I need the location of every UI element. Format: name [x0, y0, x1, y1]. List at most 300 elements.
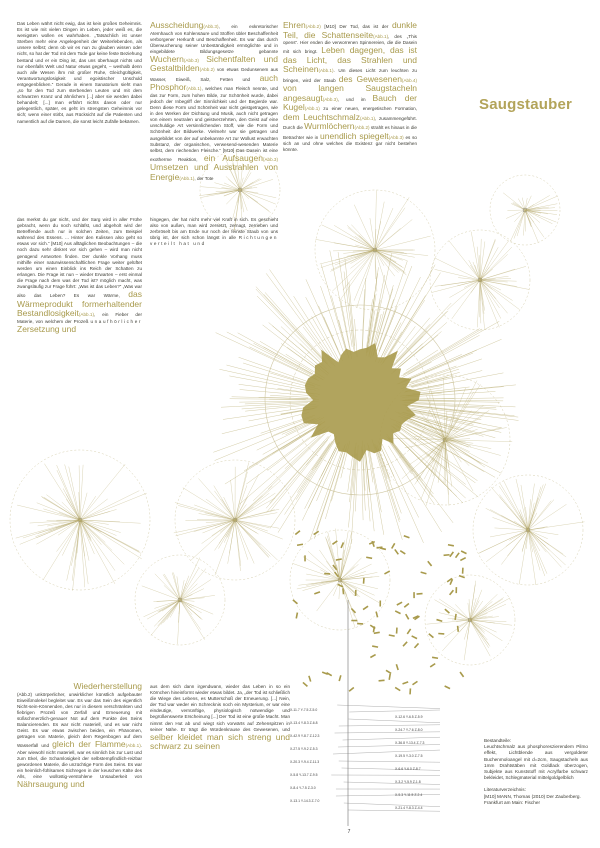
saugstachel: [480, 254, 508, 280]
coordinate-structure: [331, 600, 440, 826]
staub-figure: [413, 592, 415, 598]
saugstachel: [80, 464, 125, 520]
highlight-phrase: ein Aufsaugen: [203, 152, 263, 163]
paragraph: hingegen, der hat nicht mehr viel Kraft in sich. Es geschieht also von außen, man wird zersetzt, zernagt, zerrieben und zerbröselt bis am Ende nur noch der feinste Staub von uns übrig ist, der sich schon längst in alle: [150, 217, 278, 241]
saugstachel: [206, 499, 235, 520]
saugstachel: [445, 440, 485, 467]
saugstachel: [80, 520, 102, 545]
saugstachel: [394, 311, 448, 366]
saugstachel: [499, 486, 528, 530]
saugstachel: [306, 574, 340, 580]
figure-reference: (Abb.3): [183, 57, 199, 63]
saugstachel: [321, 443, 338, 476]
highlight-phrase: Umsetzen und Ausstrahlen von Energie: [150, 162, 278, 182]
highlight-phrase: Wiederherstellung: [73, 681, 142, 691]
coordinate-label: X-5.8 Y-13.7 Z-9.5: [290, 773, 318, 777]
paragraph: [M10] Der Tod, das ist der: [320, 24, 389, 29]
staub-figure: [460, 557, 466, 561]
saugstachel: [404, 403, 496, 408]
saugstachel: [340, 580, 378, 589]
saugstachel: [263, 421, 322, 454]
leuchtschmalz-core: [301, 343, 420, 462]
saugstachel: [270, 443, 330, 529]
saugstachel: [198, 478, 235, 520]
staub-figure: [366, 556, 372, 559]
highlight-phrase: Sichentfalten und Gestaltbilden: [150, 53, 278, 74]
saugstachel: [445, 388, 466, 440]
leader-line: [342, 768, 440, 770]
text-column-2-mid: [150, 217, 278, 248]
figure-reference: (Abb.1): [359, 115, 376, 121]
figure-reference: (Abb.2): [305, 24, 321, 29]
staub-figure: [394, 549, 399, 555]
highlight-phrase: Zersetzung und: [17, 323, 77, 334]
saugstachel: [257, 296, 321, 361]
paragraph: , welches man Fleisch nennte, und das zur Form, zum hohen Bilde, zur Schönheit wurde, dabei jedoch der Inbegriff der Sinnlichkeit und der Begierde war. Denn diese Form und Schönheit war nicht geistgetragen, wie in den Werken der Dichtung und Musik, auch nicht getragen von einem neutralen und geistverzehrten, den Geist auf eine unschuldige Art versinnlichenden Stoff, wie die Form und Schönheit der Bildwerke. Vielmehr war sie getragen und ausgebildet von der auf unbekannte Art zur Wollust erwachten Substanz, der organischen, verwesend-wesenden Materie selbst, dem riechenden Fleische.“ [M10] Das Dasein ist eine exotherme Reaktion,: [150, 86, 278, 162]
staub-figure: [416, 593, 422, 595]
staub-figure: [409, 688, 411, 694]
highlight-phrase: auch Phosphor: [150, 72, 278, 93]
saugstachel: [375, 250, 406, 273]
literature-text: [M10] MANN, Thomas (2010) Der Zauberberg. Frankfurt am Main: Fischer: [484, 793, 581, 805]
staub-figure: [388, 674, 391, 680]
saugstachel: [340, 531, 352, 580]
staub-figure: [357, 623, 363, 625]
saugstachel: [439, 599, 470, 620]
staub-figure: [313, 531, 319, 536]
saugstachel: [452, 280, 480, 319]
leader-line: [348, 810, 440, 811]
saugstachel: [425, 440, 445, 464]
saugstachel: [528, 530, 545, 576]
saugstachel: [142, 586, 180, 600]
saugstachel: [264, 294, 331, 367]
staub-figure: [414, 643, 419, 649]
saugstachel: [180, 600, 201, 618]
saugstachel: [80, 520, 112, 550]
saugstachel: [267, 437, 329, 512]
staub-figure: [295, 612, 298, 618]
literature-heading: Literaturverzeichnis:: [484, 787, 526, 793]
figure-reference: (Abb.3): [322, 96, 338, 102]
paragraph: , zusammengeführt. Durch die: [283, 115, 417, 131]
saugstachel: [378, 449, 402, 514]
staub-figure: [297, 543, 303, 546]
figure-reference: (Abb.1): [186, 86, 202, 92]
saugstachel: [180, 600, 205, 640]
coordinate-label: X-9.3 Y-11.5 Z-2.4: [395, 792, 423, 797]
saugstachel: [340, 580, 379, 603]
highlight-phrase: unendlich spiegelt: [320, 130, 389, 141]
leader-line: [339, 761, 440, 762]
staub-figure: [444, 685, 450, 689]
saugstachel: [158, 600, 180, 622]
saugstachel: [375, 190, 376, 250]
saugstachel: [164, 574, 180, 600]
staub-figure: [363, 578, 365, 584]
saugstachel: [338, 252, 352, 347]
staub-figure: [396, 628, 398, 634]
staub-figure: [395, 687, 401, 692]
saugstachel: [163, 575, 180, 600]
staub-figures: [292, 530, 466, 694]
coordinate-label: X-13.4 Y-8.3 Z-6.8: [290, 721, 318, 725]
saugstachel: [374, 444, 399, 522]
saugstachel: [479, 530, 528, 553]
staub-figure: [405, 614, 409, 620]
figure-reference: (Abb.2): [354, 125, 370, 131]
saugstachel: [80, 520, 142, 559]
saugstachel: [435, 258, 480, 280]
saugstachel: [449, 241, 480, 280]
saugstachel: [480, 240, 495, 280]
saugstachel: [197, 519, 235, 520]
saugstachel: [528, 500, 554, 530]
saugstachel: [205, 513, 235, 520]
saugstachel: [316, 446, 339, 501]
leader-line: [343, 737, 440, 740]
leader-line: [349, 710, 440, 712]
highlight-phrase: Leben dagegen, das ist das Licht, das Strahlen und Scheinen: [283, 45, 417, 75]
saugstachel: [80, 493, 147, 520]
staub-figure: [462, 568, 464, 574]
saugstachel: [432, 280, 480, 292]
leader-line: [349, 719, 440, 723]
saugstachel: [405, 398, 504, 399]
saugstachel: [320, 286, 344, 355]
paragraph: aus dem sich dann irgendwann, wieder das Leben in so ein Körnchen hineinformt wieder etwas bildet. Ja, „der Tod ist schließlich die Wiege des Lebens, es Mutterschoß der Erneuerung. [...] Nein, der Tod war weder ein Schrecknis noch ein Mysterium, er war eine eindeutige, vernünftige, physiologisch notwendige und begrüßenswerte Erscheinung [...] Der Tod ist eine große Macht. Man nimmt den Hut ab und wiegt sich vorwärts auf Zehenspitzen in seiner Nähe. Er trägt die Würdenkrause des Gewesenen, und: [150, 684, 290, 732]
staub-figure: [411, 635, 417, 639]
staub-figure: [438, 633, 444, 635]
spaced-phrase: Richtungen verteilt hat und: [150, 235, 278, 247]
coordinate-label: X-3.2 Y-5.9 Z-1.8: [395, 779, 421, 784]
staub-figure: [430, 663, 436, 668]
saugstachel: [297, 580, 340, 589]
coordinate-label: X-8.4 Y-7.5 Z-3.0: [290, 786, 316, 790]
saugstachel: [392, 443, 410, 468]
staub-figure: [444, 609, 450, 614]
staub-figure: [461, 550, 467, 554]
saugstachel: [322, 225, 375, 250]
saugstachel: [458, 278, 480, 280]
paragraph: . Aber wiewohl nicht materiell, war es sinnlich bis zur Lust und zum Ekel, die Schamlosigkeit der selbstempfindlich-reizbar gewordenen Materie, die unzüchtige Form des Seins. Es war ein heimlich-fühlsames Sichregen in der keuschen Kälte des Alls, eine wollüstig-verstohlene Unsauberkeit von: [17, 743, 143, 780]
paragraph: (Abb.2) unkörperlicher, unwirklicher künstlich aufgebauter Eiweißmolekel begleitet war. Es war das Sein des eigentlich Nicht-sein-Könnenden, des nur in diesem verschränkten und fiebrigen Prozeß von Zerfall und Erneuerung mit süßschmerzlich-genauer Not auf dem Punkte des Seins Balancierenden. Es war nicht materiell, und es war nicht Geist. Es war etwas zwischen beiden, ein Phänomen, getragen von Materie, gleich dem Regenbogen auf dem Wasserfall und: [17, 691, 142, 749]
saugstachel: [180, 584, 197, 600]
saugstachel: [232, 397, 309, 399]
saugstachel: [235, 474, 259, 520]
saugstachel: [80, 499, 108, 520]
saugstachel: [407, 427, 495, 478]
saugstachel: [470, 620, 502, 641]
saugstachel: [375, 208, 393, 250]
saugstachel: [180, 600, 192, 615]
coordinate-label: X-42.9 Y-8.7 Z-12.3: [290, 734, 320, 738]
saugstachel: [480, 276, 509, 280]
saugstachel: [442, 620, 470, 651]
text-column-2-bottom: [150, 684, 290, 753]
saugstachel: [333, 580, 340, 596]
staub-figure: [396, 601, 402, 605]
page-number: 7: [347, 829, 351, 835]
saugstachel: [397, 339, 502, 384]
staub-figure: [295, 530, 301, 535]
saugstachel: [161, 600, 180, 625]
staub-figure: [457, 626, 459, 632]
highlight-phrase: Wuchern: [150, 53, 184, 64]
highlight-phrase: von langen Saugstacheln angesaugt: [283, 83, 417, 103]
saugstachel: [445, 440, 501, 456]
highlight-phrase: Ausscheidung: [150, 20, 204, 30]
saugstachel: [354, 205, 375, 250]
staub-figure: [432, 657, 438, 660]
staub-figure: [389, 634, 395, 637]
saugstachel: [340, 572, 377, 580]
highlight-phrase: des Gewesenen: [338, 73, 402, 84]
saugstachel: [235, 520, 260, 545]
figure-reference: (Abb.1): [78, 312, 94, 318]
saugstachel: [158, 600, 180, 626]
figure-reference: (Abb.4): [401, 77, 417, 83]
staub-figure: [380, 547, 386, 550]
leader-line: [338, 745, 440, 747]
components-heading: Bestandteile:: [484, 738, 512, 743]
saugstachel: [272, 424, 321, 454]
staub-figure: [407, 628, 412, 634]
coordinate-label: X-13.1 Y-14.3 Z-7.0: [290, 799, 320, 803]
saugstachel: [235, 520, 270, 528]
saugstachel: [80, 491, 139, 520]
staub-figure: [428, 633, 434, 638]
saugstachel: [294, 296, 333, 356]
saugstachel: [372, 253, 392, 347]
saugstachel: [225, 422, 325, 484]
leader-line: [333, 750, 440, 754]
saugstachel: [256, 289, 324, 362]
paragraph: das merkst du gar nicht, und der Sarg wird in aller Frühe gebracht, wenn du noch schläfst, und abgeholt wird der Betreffende auch nur in solchen Zeiten, zum Beispiel während des Essens. ... Hinter den Kulissen also geht so etwas vor sich.“ [M10] Aus alltäglichen Beobachtungen – die noch dazu sehr diskret vor sich gehen – wird man nicht genügend Antworten finden. Der dunkle Vorhang muss mithilfe einer naturwissenschaftlichen Frage weiter gelüftet werden um einen Einblick ins Reich der Schatten zu erlangen. Die Frage ist nun – wieder Erwarten – erst einmal die Frage nach dem was der Tod ist? möglich macht, was zwangsläufig zur Frage führt: „Was ist das Leben?“: [17, 217, 142, 290]
staub-figure: [412, 681, 418, 686]
saugstachel: [339, 580, 340, 599]
staub-figure: [449, 551, 454, 557]
saugstachel: [284, 438, 335, 515]
saugstachel: [525, 210, 526, 231]
staub-figure: [379, 601, 381, 607]
highlight-phrase: dunkle Teil, die Schattenseite: [283, 20, 417, 40]
saugstachel: [162, 600, 180, 611]
figure-reference: (Abb.1): [179, 175, 195, 181]
paragraph: strahlt es hinaus in die Betrachter wie in: [283, 125, 417, 140]
saugstachel: [490, 530, 528, 537]
saugstachel: [36, 520, 80, 544]
saugstachel: [435, 269, 480, 280]
saugstachel: [480, 280, 501, 290]
saugstachel: [369, 445, 382, 512]
saugstachel: [177, 600, 180, 644]
staub-figure: [338, 675, 341, 681]
text-column-1-bottom: [17, 682, 142, 791]
saugstachel: [222, 412, 309, 433]
staub-figure: [404, 535, 410, 539]
saugstachel: [238, 333, 324, 380]
leader-line: [335, 732, 440, 733]
saugstachel: [270, 440, 328, 511]
staub-figure: [427, 561, 432, 567]
saugstachel: [528, 522, 584, 530]
saugstachel: [528, 530, 540, 570]
saugstachel: [362, 289, 364, 349]
saugstachel: [330, 250, 375, 271]
staub-figure: [455, 587, 457, 593]
staub-figure: [396, 664, 399, 670]
saugstachel: [312, 444, 330, 470]
leader-line: [336, 794, 440, 796]
staub-figure: [402, 681, 408, 685]
saugstachel: [57, 465, 80, 520]
paragraph: , ein exkretorischer Atemhauch von Kohlensäure und Stoffen übler Beschaffenheit verborgener Herkunft und Beschaffenheit. Es war das durch Überwucherung seiner Unbeständigkeit ermöglichte und in eingebildete Bildungsgesetze gebannte: [150, 24, 278, 54]
saugstachel: [512, 203, 525, 210]
saugstachel: [404, 405, 518, 417]
saugstachel: [426, 440, 445, 506]
paragraph-tail: „Was war also das Leben? Es war Wärme,: [17, 284, 142, 299]
coordinate-label: X-24.7 Y-7.6 Z-8.0: [395, 727, 423, 732]
saugstachel: [325, 448, 346, 519]
saugstachel: [174, 573, 180, 600]
figure-reference: (Abb.1): [304, 106, 320, 112]
staub-figure: [375, 611, 378, 617]
spaced-word: unaufhörlicher: [90, 318, 142, 324]
coordinate-label: X-36.8 Y-13.4 Z-7.3: [395, 740, 425, 745]
staub-figure: [386, 670, 392, 674]
saugstachel: [470, 620, 490, 656]
saugstachel: [224, 520, 235, 543]
components-text: Leuchtschmalz aus phosphoreszierendem Pilmo effekt, Lichtblende aus vergoldeter Buchenmoloangel mit d=2cm, Saugstacheln aus 1mm Drahtstäben mit Goldlack überzogen, Subjekte aus Kunststoff mit Acrylfarbe schwarz bekleidet, Schlegmaterial mittelgoldgelblich: [484, 744, 588, 781]
staub-figure: [402, 641, 407, 646]
staub-figure: [370, 654, 376, 658]
staub-figure: [384, 570, 390, 574]
coordinate-label: X-27.5 Y-9.2 Z-5.3: [290, 747, 318, 751]
saugstachel: [471, 232, 480, 280]
saugstachel: [528, 484, 546, 530]
components-info: [484, 738, 588, 806]
leader-line: [339, 725, 440, 726]
coordinate-label: X-19.5 Y-3.0 Z-7.5: [395, 753, 423, 758]
saugstachel: [410, 422, 469, 448]
staub-figure: [404, 603, 410, 608]
staub-figure: [455, 552, 460, 558]
saugstachel: [321, 250, 375, 268]
staub-figure: [448, 544, 454, 547]
saugstachel: [235, 486, 272, 520]
saugstachel: [444, 440, 445, 483]
saugstachel: [63, 488, 80, 520]
leader-line: [344, 803, 440, 807]
staub-figure: [351, 608, 356, 613]
staub-figure: [374, 632, 380, 635]
staub-figure: [395, 610, 401, 614]
highlight-phrase: Ehren: [283, 20, 306, 30]
saugstachel: [389, 440, 434, 503]
highlight-phrase: Bauch der Kugel: [283, 92, 418, 113]
paragraph: zu einer neuen, energetischen Formation,: [319, 106, 417, 112]
saugstachel: [199, 190, 240, 196]
saugstachel: [470, 620, 485, 634]
staub-figure: [379, 680, 385, 682]
paragraph: , und im: [337, 96, 366, 102]
saugstachel: [391, 303, 451, 367]
saugstachel: [341, 301, 351, 355]
paragraph: , der Tote: [194, 175, 214, 181]
saugstachel: [528, 504, 566, 530]
saugstachel: [470, 620, 489, 645]
figure-reference: (Abb.1): [373, 33, 389, 39]
coordinate-label: X-21.4 Y-8.3 Z-4.4: [395, 805, 423, 810]
saugstachel: [434, 600, 470, 620]
saugstachel: [519, 530, 528, 584]
staub-figure: [449, 590, 454, 596]
saugstachel: [510, 210, 525, 241]
saugstachel: [514, 210, 525, 222]
saugstachel: [180, 569, 206, 600]
text-column-1-mid: [17, 217, 142, 335]
coordinate-label: X-11.7 Y-7.5 Z-5.0: [290, 708, 318, 712]
saugstachel: [470, 620, 487, 640]
saugstachel: [528, 530, 548, 539]
saugstachel: [180, 600, 202, 613]
saugstachel: [389, 442, 411, 474]
saugstachel: [164, 585, 180, 600]
staub-figure: [459, 672, 464, 678]
saugstachel: [80, 493, 87, 520]
saugstachel: [23, 520, 80, 538]
saugstachel: [80, 496, 96, 520]
saugstachel: [398, 422, 484, 472]
saugstachel: [503, 193, 525, 210]
page-title: Saugstauber: [479, 96, 573, 113]
saugstachel: [328, 532, 340, 580]
saugstachel: [340, 580, 355, 596]
highlight-phrase: Wurmlöchern: [304, 121, 355, 132]
saugstachel: [41, 496, 80, 520]
paragraph-tail: , ein Fieber der Materie, von welchem der Prozeß: [17, 312, 142, 324]
staub-figure: [444, 554, 450, 556]
saugstachel: [378, 277, 420, 363]
staub-figure: [420, 571, 426, 574]
staub-figure: [314, 591, 320, 594]
staub-figure: [292, 599, 298, 604]
text-column-2-top: [150, 21, 278, 183]
coordinate-label: X-6.6 Y-6.0 Z-8.7: [395, 766, 421, 771]
highlight-phrase: selber kleidet man sich streng und schwarz zu seinen: [150, 731, 290, 752]
staub-figure: [400, 550, 406, 555]
staub-figure: [349, 687, 355, 692]
saugstachel: [444, 620, 470, 638]
saugstachel: [300, 344, 321, 364]
paragraph: es so sich an und ohne welches die Existenz gar nicht bestehen könnte.: [283, 134, 417, 153]
figure-reference: (Abb.3): [203, 24, 219, 29]
staub-figure: [351, 620, 357, 622]
highlight-phrase: dem Leuchtschmalz: [283, 111, 360, 122]
figure-reference: (Abb.3): [388, 134, 404, 140]
saugstachel: [69, 467, 80, 520]
coordinate-label: X-12.6 Y-6.5 Z-5.9: [395, 714, 423, 719]
figure-reference: (Abb.1): [318, 68, 334, 74]
paragraph: . Um dieses Licht zum leuchten zu bringen, wird der Staub: [283, 68, 417, 83]
saugstachel: [44, 464, 80, 520]
saugstachel: [317, 580, 340, 611]
saugstachel: [528, 530, 562, 567]
leader-line: [337, 705, 440, 709]
saugstachel: [215, 419, 315, 460]
saugstachel: [249, 347, 317, 380]
